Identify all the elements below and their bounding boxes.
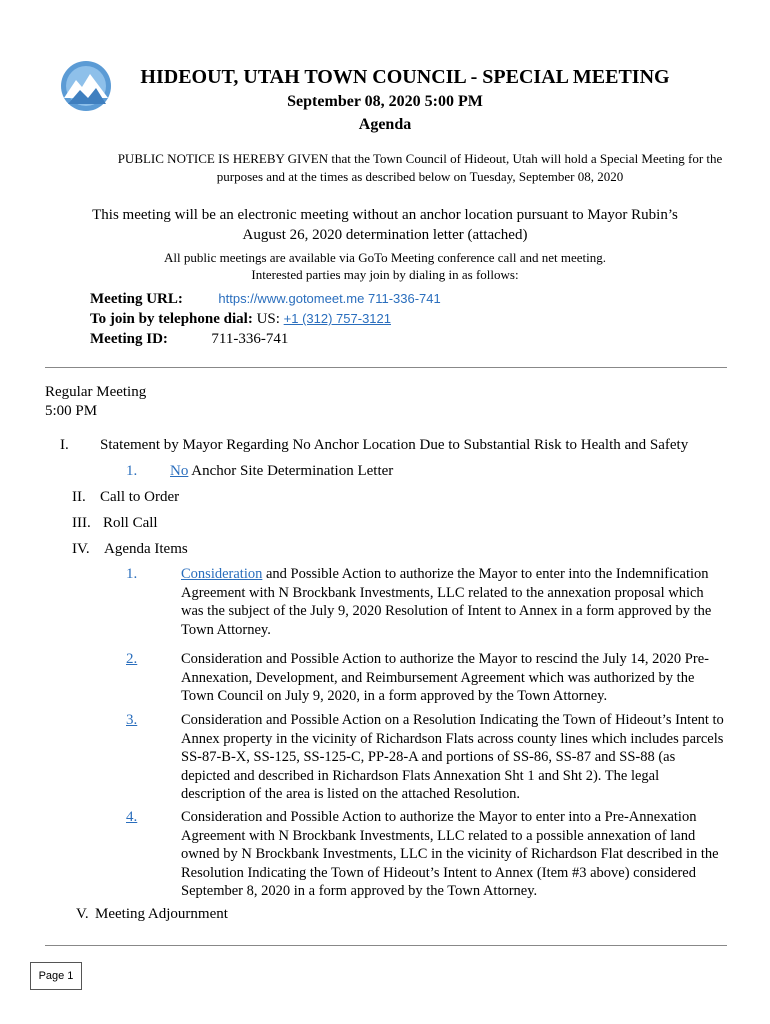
page-number-badge: Page 1 [30,962,82,990]
item-iii-text: Roll Call [103,515,158,531]
item-i-text: Statement by Mayor Regarding No Anchor Location Due to Substantial Risk to Health and Safety [100,437,689,453]
meeting-id-row [90,329,441,349]
agenda-item-2-text: Consideration and Possible Action to authorize the Mayor to rescind the July 14, 2020 Pre-Annexation, Development, and Reimbursement Agreement which was authorized by the Town Council on July 9, 2020, in a form approved by the Town Attorney. [181,651,709,704]
item-ii-text: Call to Order [100,489,180,505]
item-ii-number: II. [72,489,86,505]
item-v-text: Meeting Adjournment [95,906,228,922]
electronic-meeting-notice: This meeting will be an electronic meeting without an anchor location pursuant to Mayor Rubin’s August 26, 2020 determination letter (attached) [92,207,678,243]
public-meeting-info [100,249,670,283]
agenda-item-4-number-link[interactable]: 4. [126,809,138,825]
page-title: HIDEOUT, UTAH TOWN COUNCIL - SPECIAL MEETING [140,66,670,88]
public-info-line-1: All public meetings are available via GoTo Meeting conference call and net meeting. [164,250,606,265]
public-info-line-2: Interested parties may join by dialing in as follows: [251,267,519,282]
agenda-item-1-text: and Possible Action to authorize the Mayor to enter into the Indemnification Agreement with N Brockbank Investments, LLC related to the annexation proposal which was the subject of the July 9, 2020 Resolution of Intent to Annex in a form approved by the Town Attorney. [181,566,712,638]
agenda-item-1-number: 1. [126,566,138,582]
item-i-number: I. [60,437,69,453]
agenda-item-1-link[interactable]: Consideration [181,566,263,582]
item-i-sub-number: 1. [126,463,138,479]
meeting-phone-label: To join by telephone dial: [90,311,253,327]
anchor-letter-link[interactable]: No [170,463,189,479]
item-iii-number: III. [72,515,91,531]
item-v-number: V. [76,906,89,922]
agenda-heading: Agenda [358,116,412,133]
agenda-item-3-number-link[interactable]: 3. [126,712,138,728]
meeting-date: September 08, 2020 5:00 PM [287,93,483,110]
agenda-item-1 [181,565,726,639]
meeting-phone-row [90,309,441,329]
meeting-id-value: 711-336-741 [211,331,289,347]
meeting-details [90,289,441,349]
divider-bottom [45,945,727,946]
regular-meeting-label: Regular Meeting [45,384,147,400]
divider-top [45,367,727,368]
meeting-id-label: Meeting ID: [90,331,168,347]
meeting-phone-link[interactable]: +1 (312) 757-3121 [283,311,391,326]
item-i-sub [170,462,393,481]
agenda-item-3-text: Consideration and Possible Action on a Resolution Indicating the Town of Hideout’s Intent to Annex property in the vicinity of Richardson Flats across county lines which includes parcels SS-87-B-X, SS-125, SS-125-C, PP-28-A and portions of SS-86, SS-87 and SS-88 (as depicted and described in Richardson Flats Annexation Sht 1 and Sht 2). The legal description of the area is listed on the attached Resolution. [181,712,724,802]
regular-meeting-heading [45,383,146,421]
agenda-item-2-number-link[interactable]: 2. [126,651,138,667]
item-i-sub-text: Anchor Site Determination Letter [188,463,394,479]
item-iv-text: Agenda Items [104,541,188,557]
regular-meeting-time: 5:00 PM [45,403,98,419]
meeting-url-link[interactable]: https://www.gotomeet.me 711-336-741 [218,291,441,306]
item-iv-number: IV. [72,541,90,557]
meeting-url-label: Meeting URL: [90,291,183,307]
public-notice: PUBLIC NOTICE IS HEREBY GIVEN that the Town Council of Hideout, Utah will hold a Special Meeting for the purposes and at the times as described below on Tuesday, September 08, 2020 [117,151,723,184]
agenda-item-4-text: Consideration and Possible Action to authorize the Mayor to enter into a Pre-Annexation Agreement with N Brockbank Investments, LLC related to a possible annexation of land owned by N Brockbank Investments, LLC in the vicinity of Richardson Flat described in the Resolution Indicating the Town of Hideout’s Intent to Annex (Item #3 above) considered September 8, 2020 in a form approved by the Town Attorney. [181,809,719,899]
meeting-phone-prefix: US: [256,311,280,327]
meeting-url-row [90,289,441,309]
